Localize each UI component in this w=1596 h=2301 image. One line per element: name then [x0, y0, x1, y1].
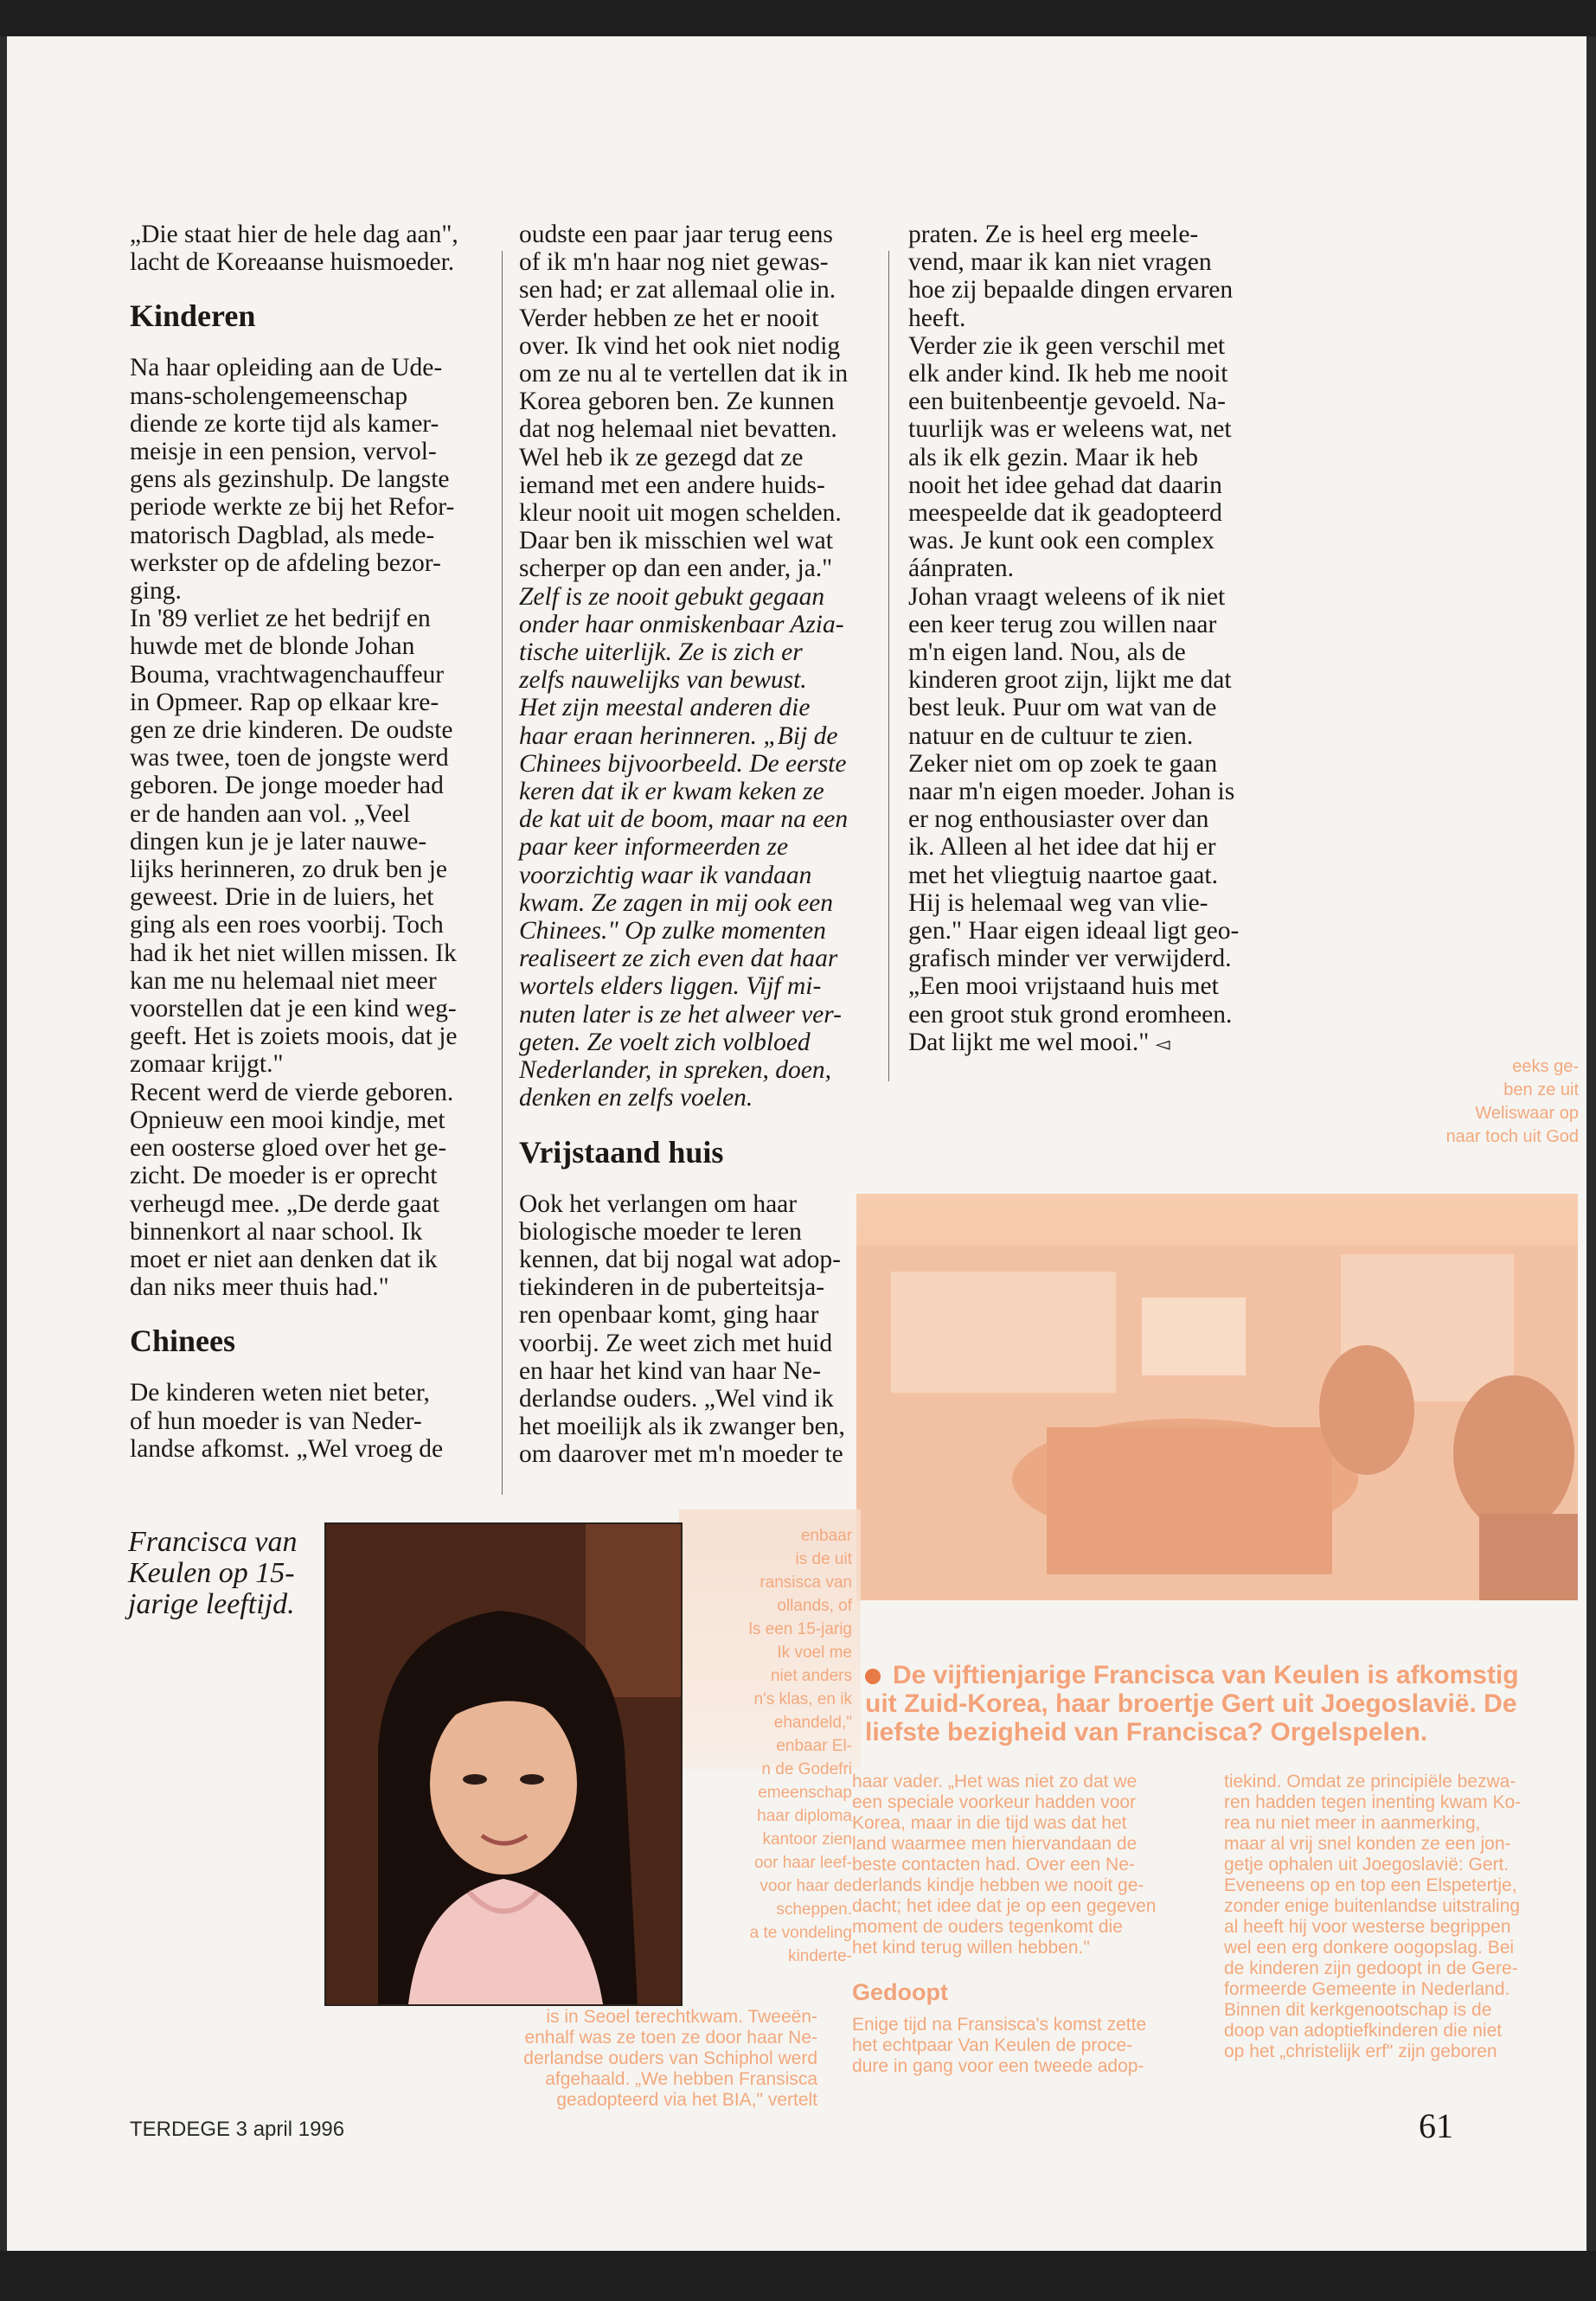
paragraph: Zelf is ze nooit gebukt gegaan onder haar onmiskenbaar Azia- tische uiterlijk. Ze is zich er zelfs nauwelijks van bewust. Het zijn meestal anderen die haar eraan herinneren. „Bij de Chinees bijvoorbeeld. De eerste keren dat ik er kwam keken ze de kat uit de boom, maar na een paar keer informeerden ze voorzichtig waar ik vandaan kwam. Ze zagen in mij ook een Chinees." Op zulke momenten realiseert ze zich even dat haar wortels elders liggen. Vijf mi- nuten later is ze het alweer ver- geten. Ze voelt zich volbloed Nederlander, in spreken, doen, denken en zelfs voelen. — [519, 582, 849, 1112]
paragraph: Ook het verlangen om haar biologische moeder te leren kennen, dat bij nogal wat adop- tiekinderen in de puberteitsja- ren openbaar komt, ging haar voorbij. Ze weet zich met huid en haar het kind van haar Ne- derlandse ouders. „Wel vind ik het moeilijk als ik zwanger ben, om daarover met m'n moeder te — [519, 1189, 845, 1469]
bleed-line: emeenschap — [758, 1784, 852, 1802]
bleed-subhead: Gedoopt — [852, 1979, 948, 2005]
bleed-line: kantoor zien — [762, 1830, 852, 1849]
bleed-line: Ik voel me — [777, 1644, 852, 1662]
bleed-line: n's klas, en ik — [753, 1690, 852, 1708]
paragraph: Verder zie ik geen verschil met elk ander kind. Ik heb me nooit een buitenbeentje gevoeld. Na- tuurlijk was er weleens wat, net als ik elk gezin. Maar ik heb nooit het idee gehad dat daarin meespeelde dat ik geadopteerd was. Je kunt ook een complex áánpraten. — [908, 331, 1232, 583]
bleed-line: enbaar El- — [776, 1737, 852, 1755]
bleed-photo-drawing — [856, 1194, 1578, 1600]
article-column-1 — [130, 221, 476, 1463]
paragraph: Na haar opleiding aan de Ude- mans-scholengemeenschap diende ze korte tijd als kamer- meisje in een pension, vervol- gens als gezinshulp. De langste periode werkte ze bij het Refor- matorisch Dagblad, als mede- werkster op de afdeling bezor- ging. — [130, 354, 455, 606]
bleed-line: haar diploma — [757, 1807, 852, 1825]
magazine-issue-label: TERDEGE 3 april 1996 — [130, 2118, 345, 2141]
bleed-line: a te vondeling — [749, 1924, 852, 1942]
bleed-through-column-a-left — [437, 2007, 817, 2111]
paragraph: In '89 verliet ze het bedrijf en huwde met de blonde Johan Bouma, vrachtwagenchauffeur in Opmeer. Rap op elkaar kre- gen ze drie kinderen. De oudste was twee, toen de jongste werd geboren. De jonge moeder had er de handen aan vol. „Veel dingen kun je je later nauwe- lijks herinneren, zo druk ben je geweest. Drie in de luiers, het ging als een roes voorbij. Toch had ik het niet willen missen. Ik kan me nu helemaal niet meer voorstellen dat je een kind weg- geeft. Het is zoiets moois, dat je zomaar krijgt." — [130, 605, 458, 1079]
column-rule — [502, 251, 503, 1495]
paragraph: oudste een paar jaar terug eens of ik m'n haar nog niet gewas- sen had; er zat allemaal olie in. Verder hebben ze het er nooit over. Ik vind het ook niet nodig om ze nu al te vertellen dat ik in Korea geboren ben. Ze kunnen dat nog helemaal niet bevatten. Wel heb ik ze gezegd dat ze iemand met een andere huids- kleur nooit uit mogen schelden. Daar ben ik misschien wel wat scherper op dan een ander, ja." — [519, 221, 849, 583]
bleed-line: ehandeld," — [773, 1714, 852, 1732]
bleed-line: eeks ge- — [1512, 1057, 1579, 1076]
bleed-through-strip — [679, 1524, 852, 1968]
page-number: 61 — [1419, 2106, 1453, 2145]
paragraph — [908, 583, 1254, 1058]
paragraph: „Die staat hier de hele dag aan", lacht de Koreaanse huismoeder. — [130, 221, 458, 277]
bleed-line: ben ze uit — [1503, 1080, 1579, 1099]
bleed-line: n de Godefri — [761, 1760, 852, 1779]
bleed-line: ls een 15-jarig — [748, 1620, 852, 1638]
column-rule — [888, 251, 889, 1081]
bleed-headline-text: De vijftienjarige Francisca van Keulen is afkomstig uit Zuid-Korea, haar broertje Gert uit Joegoslavië. De liefste bezigheid van Francisca? Orgelspelen. — [865, 1661, 1519, 1747]
article-column-2 — [519, 221, 869, 1469]
bleed-through-photo — [856, 1194, 1578, 1600]
bleed-line: voor haar de — [760, 1877, 852, 1895]
bullet-icon — [865, 1669, 881, 1684]
bleed-paragraph: Enige tijd na Fransisca's komst zette het echtpaar Van Keulen de proce- dure in gang voor een tweede adop- — [852, 2015, 1147, 2076]
bleed-line: enbaar — [800, 1527, 852, 1545]
bleed-through-headline — [865, 1661, 1557, 1747]
bleed-line: kinderte- — [788, 1947, 852, 1965]
section-heading-vrijstaand-huis: Vrijstaand huis — [519, 1134, 724, 1170]
bleed-line: naar toch uit God — [1445, 1127, 1579, 1146]
bleed-through-column-b — [1224, 1772, 1579, 2062]
bleed-line: is de uit — [795, 1550, 852, 1568]
paragraph: praten. Ze is heel erg meele- vend, maar ik kan niet vragen hoe zij bepaalde dingen ervaren heeft. — [908, 221, 1234, 332]
bleed-line: ransisca van — [760, 1574, 852, 1592]
bleed-line: ollands, of — [777, 1597, 852, 1615]
bleed-paragraph: tiekind. Omdat ze principiële bezwa- ren hadden tegen inenting kwam Ko- rea nu niet meer in aanmerking, maar al vrij snel konden ze een jon- getje ophalen uit Joegoslavië: Gert. Eveneens op en top een Elspetertje, zonder enige buitenlandse uitstraling al heeft hij voor westerse begrippen wel een erg donkere oogopslag. Bei de kinderen zijn gedoopt in de Gere- formeerde Gemeente in Nederland. Binnen dit kerkgenootschap is de doop van adoptiefkinderen die niet op het „christelijk erf" zijn geboren — [1224, 1772, 1522, 2061]
bleed-line: oor haar leef- — [753, 1854, 852, 1872]
portrait-photo — [324, 1522, 683, 2006]
bleed-paragraph: is in Seoel terechtkwam. Tweeën- enhalf was ze toen ze door haar Ne- derlandse ouders van Schiphol werd afgehaald. „We hebben Fransisca geadopteerd via het BIA," vertelt — [523, 2007, 817, 2110]
bleed-through-fragment — [1319, 1055, 1579, 1149]
portrait-drawing — [326, 1524, 681, 2004]
bleed-paragraph: haar vader. „Het was niet zo dat we een speciale voorkeur hadden voor Korea, maar in die tijd was dat het land waarmee men hiervandaan de beste contacten had. Over een Ne- derlands kindje hebben we nooit ge- dacht; het idee dat je op een gegeven moment de ouders tegenkomt die het kind terug willen hebben." — [852, 1772, 1157, 1958]
section-heading-chinees: Chinees — [130, 1324, 236, 1359]
paragraph-text: Johan vraagt weleens of ik niet een keer terug zou willen naar m'n eigen land. Nou, als de kinderen groot zijn, lijkt me dat best leuk. Puur om wat van de natuur en de cultuur te zien. Zeker niet om op zoek te gaan naar m'n eigen moeder. Johan is er nog enthousiaster over dan ik. Alleen al het idee dat hij er met het vliegtuig naartoe gaat. Hij is helemaal weg van vlie- gen." Haar eigen ideaal ligt geo- grafisch minder ver verwijderd. „Een mooi vrijstaand huis met een groot stuk grond eromheen. Dat lijkt me wel mooi." — [908, 582, 1240, 1056]
bleed-line: Weliswaar op — [1475, 1104, 1579, 1123]
scan-border-bottom — [0, 2251, 1596, 2301]
section-heading-kinderen: Kinderen — [130, 298, 256, 334]
caption-text: Francisca van Keulen op 15- jarige leeftijd. — [128, 1526, 298, 1620]
paragraph: Recent werd de vierde geboren. Opnieuw een mooi kindje, met een oosterse gloed over het ge- zicht. De moeder is er oprecht verheugd mee. „De derde gaat binnenkort al naar school. Ik moet er niet aan denken dat ik dan niks meer thuis had." — [130, 1078, 454, 1302]
bleed-through-column-a — [852, 1772, 1198, 1958]
photo-caption — [128, 1527, 318, 1620]
paragraph: De kinderen weten niet beter, of hun moeder is van Neder- landse afkomst. „Wel vroeg de — [130, 1379, 444, 1463]
end-mark-icon: ◅ — [1155, 1032, 1170, 1054]
bleed-through-subsection — [852, 1964, 1198, 2077]
bleed-line: niet anders — [770, 1667, 852, 1685]
article-column-3 — [908, 221, 1254, 1058]
scan-border-top — [0, 0, 1596, 36]
bleed-line: scheppen. — [776, 1900, 852, 1919]
